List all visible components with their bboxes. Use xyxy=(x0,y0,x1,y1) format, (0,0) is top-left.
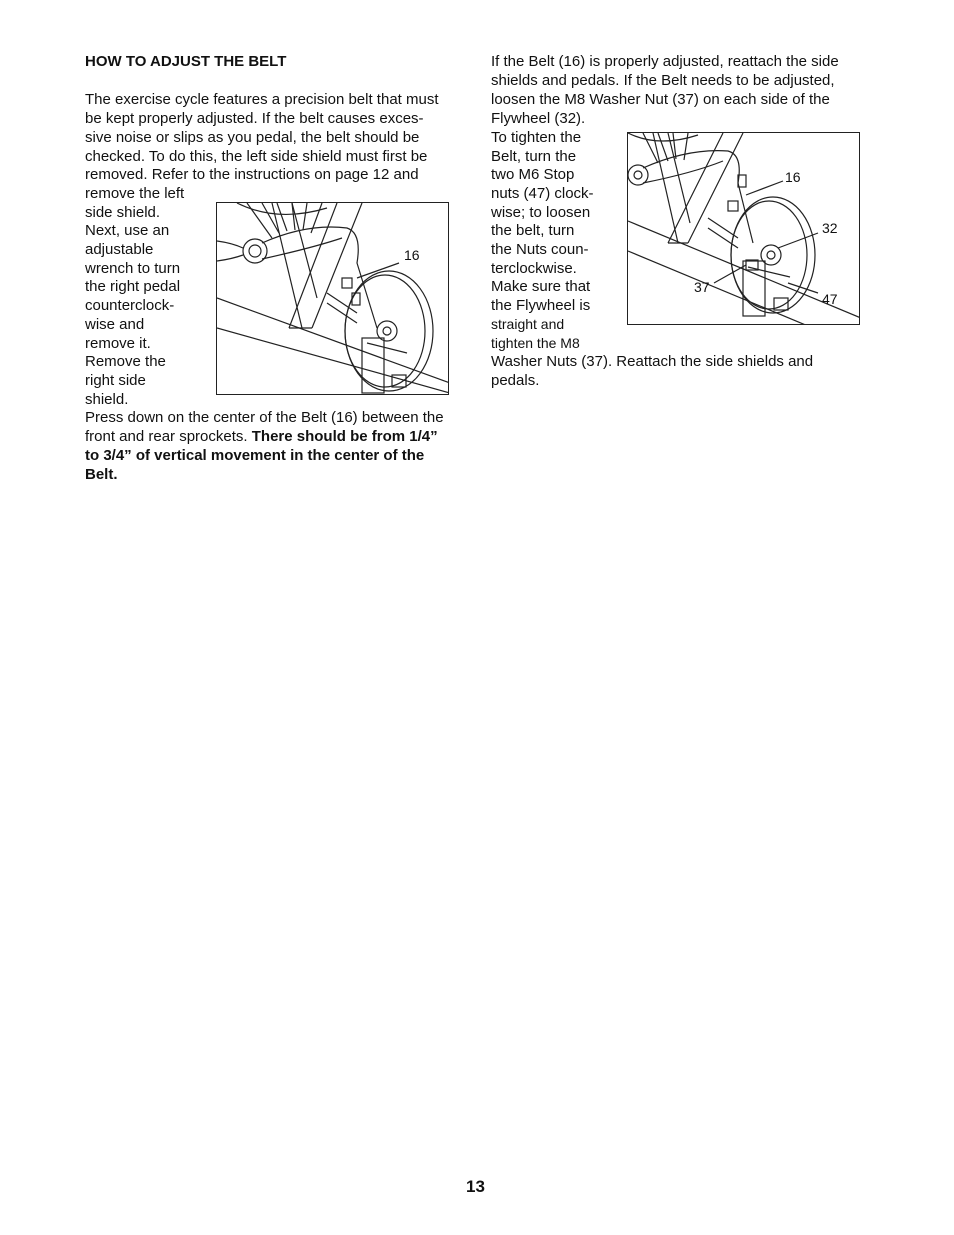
body-line: remove it. xyxy=(85,335,151,352)
body-line: checked. To do this, the left side shield must first be xyxy=(85,148,428,165)
callout-37: 37 xyxy=(694,279,710,295)
body-line: tighten the M8 xyxy=(491,335,580,351)
body-line: be kept properly adjusted. If the belt causes exces- xyxy=(85,110,424,127)
body-line: To tighten the xyxy=(491,129,582,146)
body-line: terclockwise. xyxy=(491,260,577,277)
body-line: Press down on the center of the Belt (16) between the xyxy=(85,409,444,426)
callout-32: 32 xyxy=(822,220,838,236)
belt-illustration-2 xyxy=(627,132,860,325)
body-text: front and rear sprockets. xyxy=(85,428,252,445)
body-line: Make sure that xyxy=(491,278,591,295)
body-line: wrench to turn xyxy=(85,260,181,277)
body-line: right side xyxy=(85,372,146,389)
body-line: Remove the xyxy=(85,353,166,370)
body-line-bold: to 3/4” of vertical movement in the center of the xyxy=(85,447,425,464)
body-line: Washer Nuts (37). Reattach the side shields and xyxy=(491,353,814,370)
callout-16: 16 xyxy=(785,169,801,185)
body-line: sive noise or slips as you pedal, the belt should be xyxy=(85,129,420,146)
callout-16: 16 xyxy=(404,247,420,263)
body-line: two M6 Stop xyxy=(491,166,575,183)
body-line: pedals. xyxy=(491,372,540,389)
body-line: Belt, turn the xyxy=(491,148,577,165)
body-line: wise; to loosen xyxy=(491,204,591,221)
body-line: loosen the M8 Washer Nut (37) on each side of the xyxy=(491,91,830,108)
body-line: Next, use an xyxy=(85,222,170,239)
body-line: adjustable xyxy=(85,241,154,258)
body-line: If the Belt (16) is properly adjusted, reattach the side xyxy=(491,53,839,70)
callout-47: 47 xyxy=(822,291,838,307)
body-line: remove the left xyxy=(85,185,185,202)
section-heading: HOW TO ADJUST THE BELT xyxy=(85,53,287,70)
body-line: the right pedal xyxy=(85,278,181,295)
body-line: the belt, turn xyxy=(491,222,575,239)
page-number: 13 xyxy=(466,1177,485,1196)
bike-drawing xyxy=(217,203,449,395)
belt-illustration-1 xyxy=(216,202,449,395)
body-line: shields and pedals. If the Belt needs to be adjusted, xyxy=(491,72,835,89)
body-line: Flywheel (32). xyxy=(491,110,586,127)
body-line: wise and xyxy=(85,316,145,333)
body-line: the Flywheel is xyxy=(491,297,591,314)
body-line xyxy=(85,427,438,446)
body-line: shield. xyxy=(85,391,129,408)
body-line: The exercise cycle features a precision belt that must xyxy=(85,91,439,108)
body-text-bold: There should be from 1/4” xyxy=(251,428,438,445)
body-line: removed. Refer to the instructions on page 12 and xyxy=(85,166,419,183)
body-line: side shield. xyxy=(85,204,161,221)
body-line: counterclock- xyxy=(85,297,175,314)
body-line: nuts (47) clock- xyxy=(491,185,594,202)
body-line: straight and xyxy=(491,316,565,332)
body-line: the Nuts coun- xyxy=(491,241,589,258)
body-line-bold: Belt. xyxy=(85,466,118,483)
